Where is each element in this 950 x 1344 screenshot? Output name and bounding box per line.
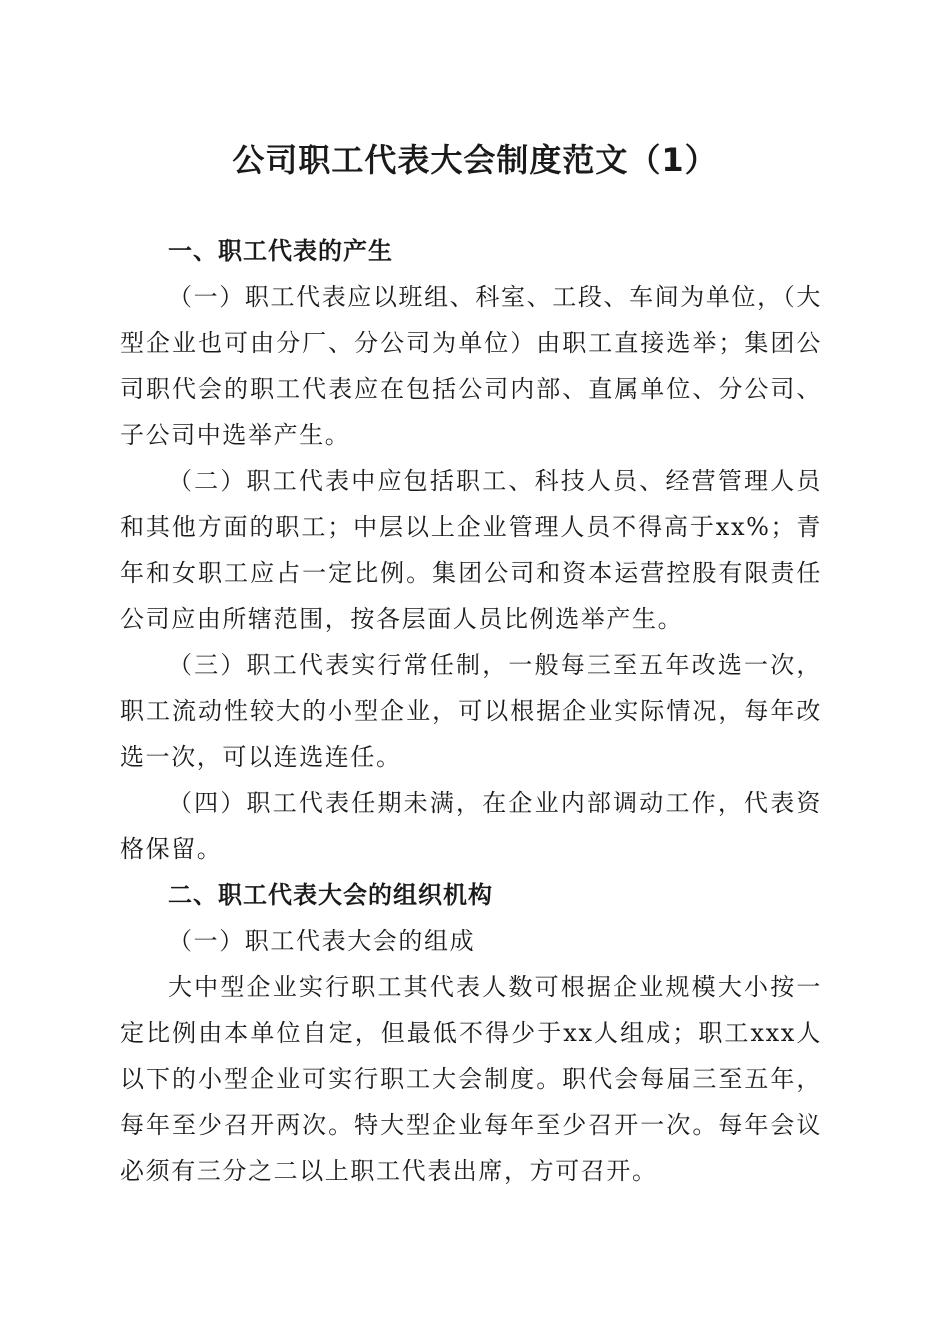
paragraph: （四）职工代表任期未满，在企业内部调动工作，代表资格保留。	[120, 789, 822, 863]
document-title: 公司职工代表大会制度范文（1）	[232, 141, 718, 179]
section-1	[120, 228, 822, 872]
document-body	[120, 228, 822, 1194]
subsection-heading: （一）职工代表大会的组成	[168, 927, 476, 955]
paragraph: 大中型企业实行职工其代表人数可根据企业规模大小按一定比例由本单位自定，但最低不得少于xx人组成；职工xxx人以下的小型企业可实行职工大会制度。职代会每届三至五年，每年至少召开两次。特大型企业每年至少召开一次。每年会议必须有三分之二以上职工代表出席，方可召开。	[120, 973, 822, 1185]
section-heading: 二、职工代表大会的组织机构	[168, 881, 493, 909]
paragraph: （一）职工代表应以班组、科室、工段、车间为单位，（大型企业也可由分厂、分公司为单位）由职工直接选举；集团公司职代会的职工代表应在包括公司内部、直属单位、分公司、子公司中选举产生。	[120, 283, 822, 449]
paragraph: （二）职工代表中应包括职工、科技人员、经营管理人员和其他方面的职工；中层以上企业管理人员不得高于xx%；青年和女职工应占一定比例。集团公司和资本运营控股有限责任公司应由所辖范围，按各层面人员比例选举产生。	[120, 467, 822, 633]
paragraph: （三）职工代表实行常任制，一般每三至五年改选一次，职工流动性较大的小型企业，可以根据企业实际情况，每年改选一次，可以连选连任。	[120, 651, 822, 771]
section-heading: 一、职工代表的产生	[168, 237, 393, 265]
section-2	[120, 872, 822, 1194]
